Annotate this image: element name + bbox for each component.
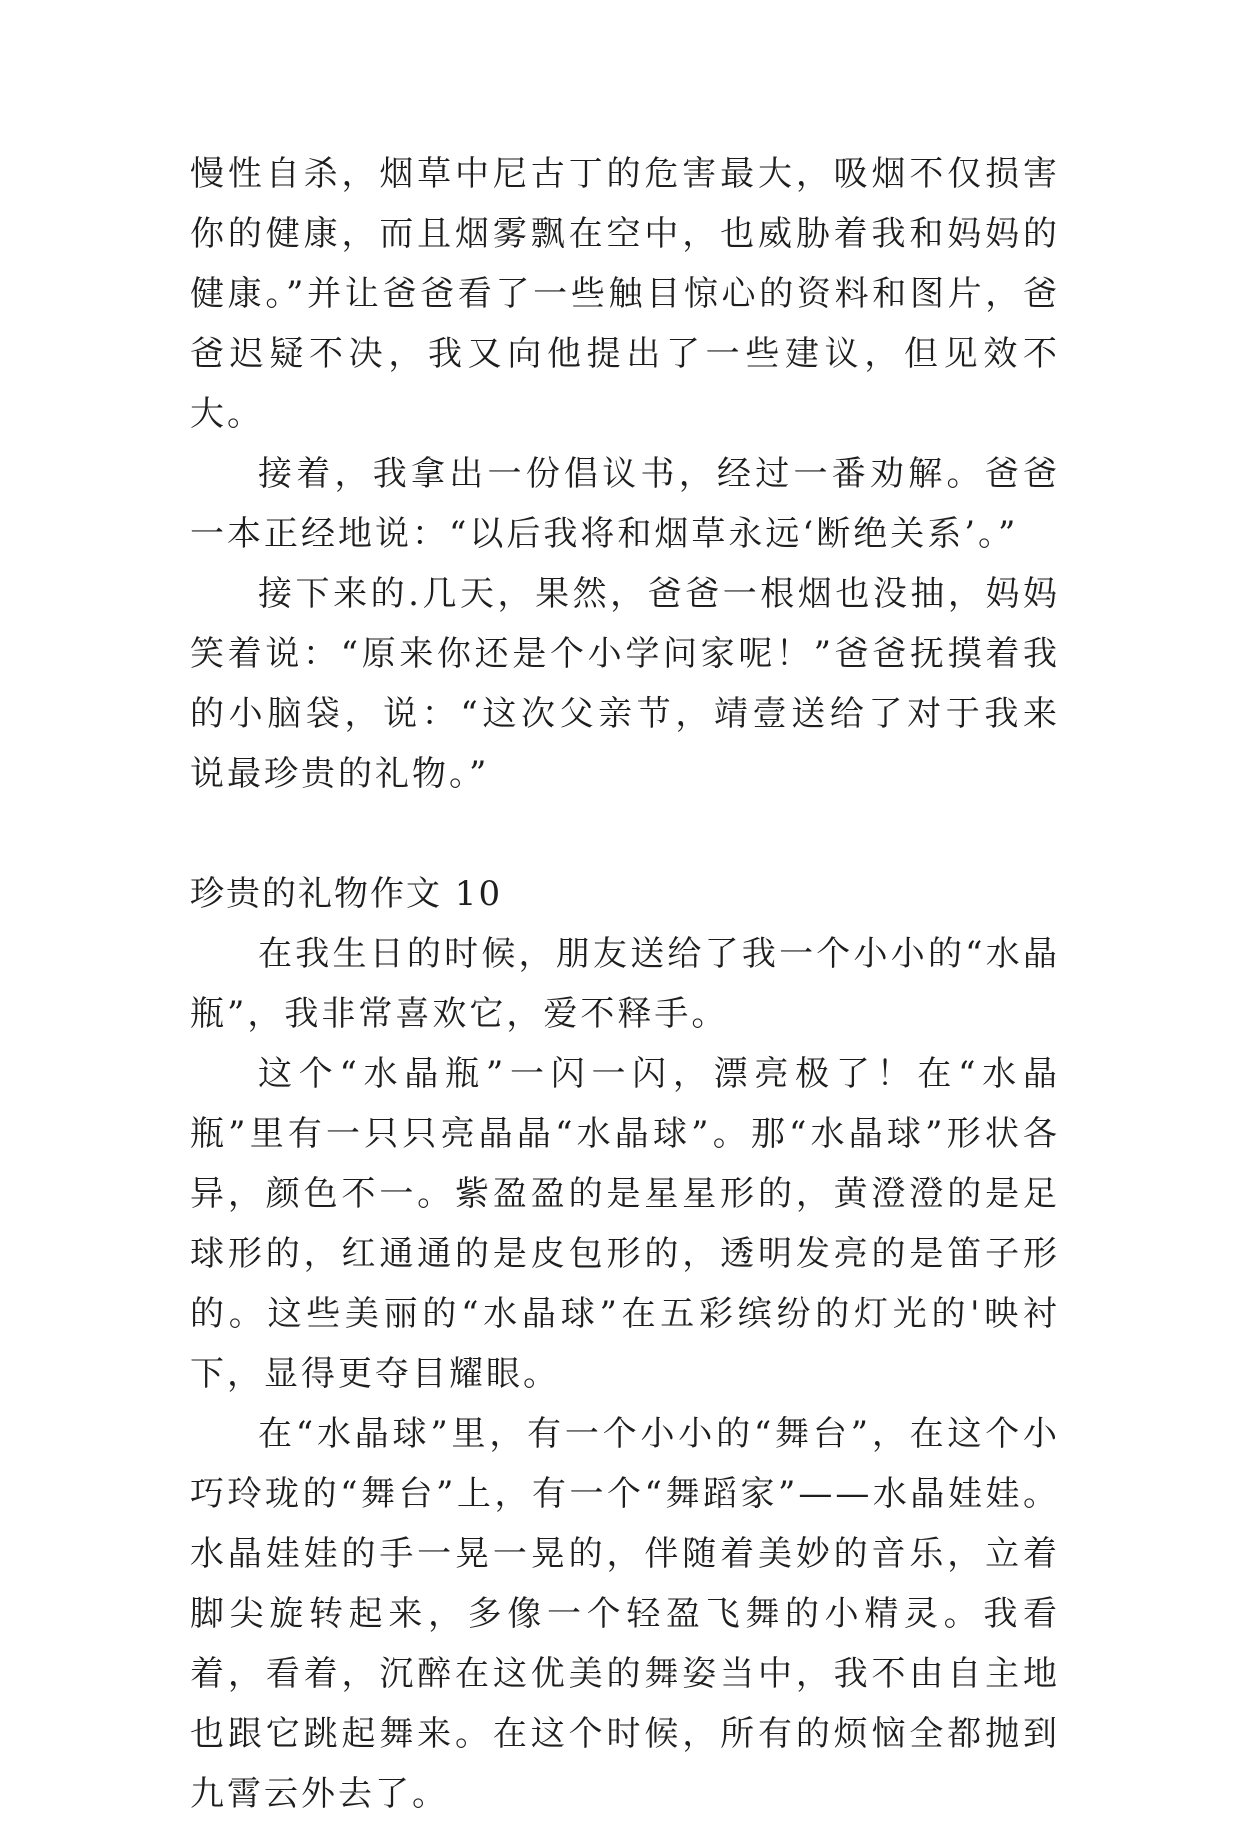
paragraph-birthday-gift: 在我生日的时候，朋友送给了我一个小小的“水晶瓶”，我非常喜欢它，爱不释手。 xyxy=(190,934,1060,1034)
paragraph-fathers-day: 接下来的.几天，果然，爸爸一根烟也没抽，妈妈笑着说：“原来你还是个小学问家呢！”爸爸抚摸着我的小脑袋，说：“这次父亲节，靖壹送给了对于我来说最珍贵的礼物。” xyxy=(190,574,1060,794)
paragraph-crystal-doll: 在“水晶球”里，有一个小小的“舞台”，在这个小巧玲珑的“舞台”上，有一个“舞蹈家”——水晶娃娃。水晶娃娃的手一晃一晃的，伴随着美妙的音乐，立着脚尖旋转起来，多像一个轻盈飞舞的小精灵。我看着，看着，沉醉在这优美的舞姿当中，我不由自主地也跟它跳起舞来。在这个时候，所有的烦恼全都抛到九霄云外去了。 xyxy=(190,1414,1060,1814)
paragraph-smoking-harm: 慢性自杀，烟草中尼古丁的危害最大，吸烟不仅损害你的健康，而且烟雾飘在空中，也威胁着我和妈妈的健康。”并让爸爸看了一些触目惊心的资料和图片，爸爸迟疑不决，我又向他提出了一些建议，但见效不大。 xyxy=(190,154,1060,434)
document-body xyxy=(190,144,1060,1824)
essay-title: 珍贵的礼物作文 10 xyxy=(190,874,503,914)
paragraph-proposal: 接着，我拿出一份倡议书，经过一番劝解。爸爸一本正经地说：“以后我将和烟草永远‘断绝关系’。” xyxy=(190,454,1060,554)
section-spacer xyxy=(190,804,1060,864)
paragraph-crystal-balls: 这个“水晶瓶”一闪一闪，漂亮极了！在“水晶瓶”里有一只只亮晶晶“水晶球”。那“水晶球”形状各异，颜色不一。紫盈盈的是星星形的，黄澄澄的是足球形的，红通通的是皮包形的，透明发亮的是笛子形的。这些美丽的“水晶球”在五彩缤纷的灯光的'映衬下，显得更夺目耀眼。 xyxy=(190,1054,1060,1394)
